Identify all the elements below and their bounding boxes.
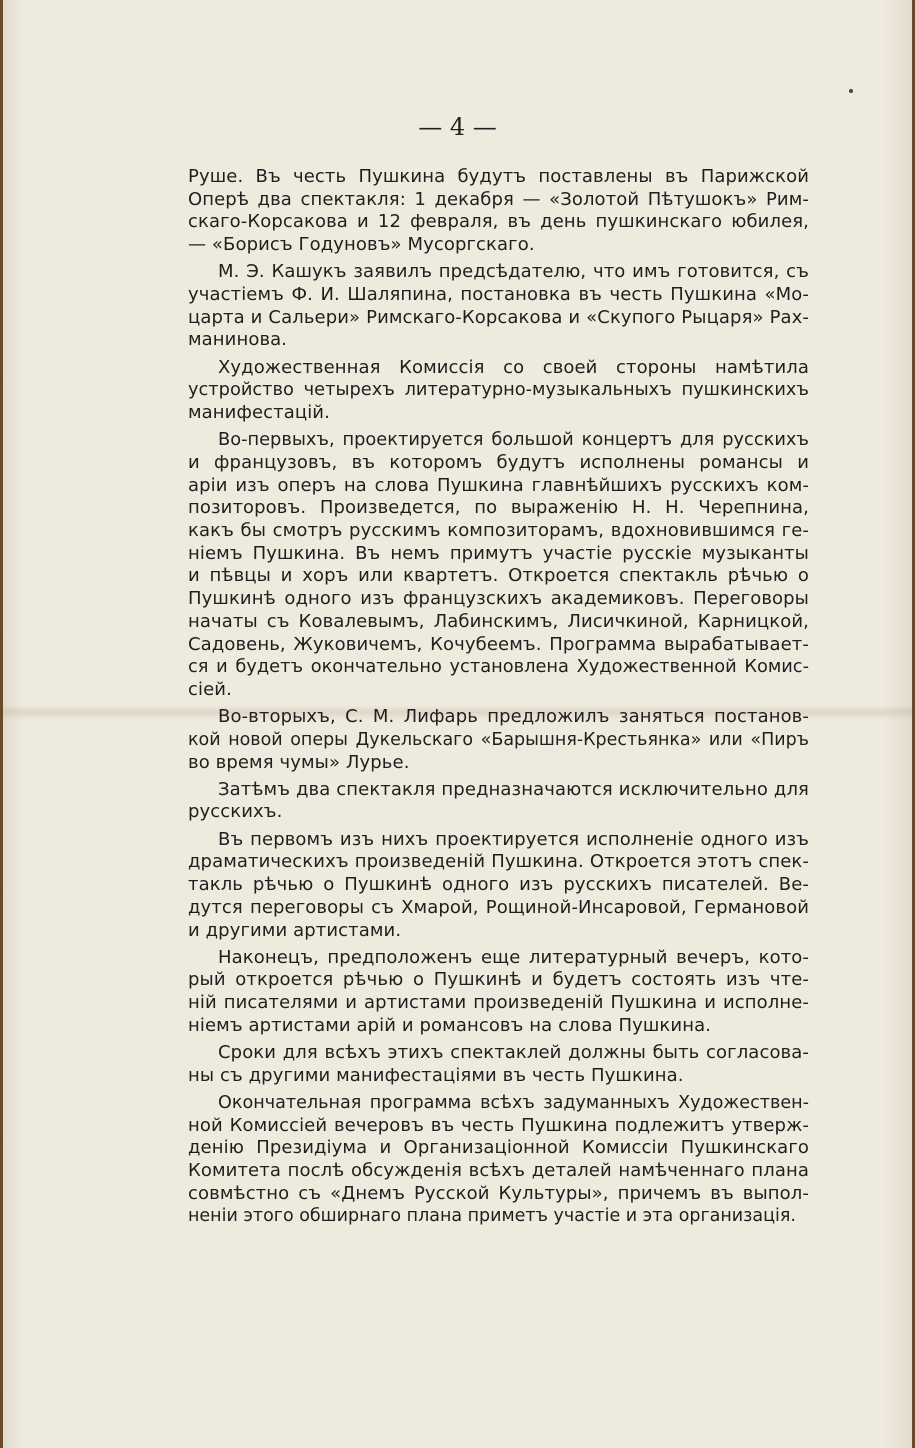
text-line: Садовень, Жуковичемъ, Кочубеемъ. Программа вырабатывает- <box>188 633 809 655</box>
text-line: М. Э. Кашукъ заявилъ предсѣдателю, что имъ готовится, съ <box>218 261 809 283</box>
paragraph <box>188 779 809 824</box>
text-line: Художественная Комиссія со своей стороны намѣтила <box>218 356 809 378</box>
paragraph <box>188 829 809 943</box>
text-line: участіемъ Ф. И. Шаляпина, постановка въ честь Пушкина «Мо- <box>188 284 809 306</box>
paragraph <box>188 166 809 257</box>
body-text <box>188 166 809 1233</box>
text-line: начаты съ Ковалевымъ, Лабинскимъ, Лисичкиной, Карницкой, <box>188 610 809 632</box>
paragraph <box>188 706 809 774</box>
document-page <box>3 0 912 1448</box>
text-line: Наконецъ, предположенъ еще литературный вечеръ, кото- <box>218 946 809 968</box>
paragraph <box>188 1092 809 1228</box>
text-line: какъ бы смотръ русскимъ композиторамъ, вдохновившимся ге- <box>188 520 809 542</box>
text-line: аріи изъ оперъ на слова Пушкина главнѣйшихъ русскихъ ком- <box>188 474 809 496</box>
text-line: царта и Сальери» Римскаго-Корсакова и «Скупого Рыцаря» Рах- <box>188 306 809 328</box>
text-line: и французовъ, въ которомъ будутъ исполнены романсы и <box>188 451 809 473</box>
ink-speck <box>849 89 853 93</box>
text-line: драматическихъ произведеній Пушкина. Откроется этотъ спек- <box>188 851 809 873</box>
text-line: манинова. <box>188 329 288 351</box>
page-number: — 4 — <box>418 113 497 141</box>
text-line: устройство четырехъ литературно-музыкальныхъ пушкинскихъ <box>188 379 809 401</box>
paragraph <box>188 947 809 1038</box>
text-line: Окончательная программа всѣхъ задуманныхъ Художествен- <box>218 1092 809 1113</box>
paragraph <box>188 1042 809 1087</box>
text-line: Сроки для всѣхъ этихъ спектаклей должны быть согласова- <box>218 1042 809 1064</box>
text-line: позиторовъ. Произведется, по выраженію Н. Н. Черепнина, <box>188 497 809 519</box>
text-line: — «Борисъ Годуновъ» Мусоргскаго. <box>188 234 535 256</box>
text-line: и другими артистами. <box>188 919 402 941</box>
paragraph <box>188 357 809 425</box>
text-line: Затѣмъ два спектакля предназначаются исключительно для <box>218 778 809 800</box>
text-line: манифестацій. <box>188 402 330 424</box>
text-line: ній писателями и артистами произведеній Пушкина и исполне- <box>188 992 809 1014</box>
text-line: дутся переговоры съ Хмарой, Рощиной-Инсаровой, Германовой <box>188 896 809 918</box>
text-line: совмѣстно съ «Днемъ Русской Культуры», причемъ въ выпол- <box>188 1182 809 1204</box>
text-line: русскихъ. <box>188 801 283 823</box>
text-line: скаго-Корсакова и 12 февраля, въ день пушкинскаго юбилея, <box>188 211 809 233</box>
text-line: рый откроется рѣчью о Пушкинѣ и будетъ состоять изъ чте- <box>188 969 809 991</box>
text-line: ніемъ Пушкина. Въ немъ примутъ участіе русскіе музыканты <box>188 542 809 564</box>
text-line: Во-вторыхъ, С. М. Лифарь предложилъ заняться постанов- <box>218 706 809 728</box>
text-line: ніемъ артистами арій и романсовъ на слова Пушкина. <box>188 1014 712 1036</box>
text-line: сіей. <box>188 678 232 700</box>
paragraph <box>188 261 809 352</box>
text-line: во время чумы» Лурье. <box>188 751 410 773</box>
text-line: ны съ другими манифестаціями въ честь Пушкина. <box>188 1064 684 1086</box>
paragraph <box>188 429 809 701</box>
text-line: ной Комиссіей вечеровъ въ честь Пушкина подлежитъ утверж- <box>188 1114 809 1136</box>
text-line: и пѣвцы и хоръ или квартетъ. Откроется спектакль рѣчью о <box>188 565 809 587</box>
text-line: ся и будетъ окончательно установлена Художественной Комис- <box>188 656 809 678</box>
text-line: кой новой оперы Дукельскаго «Барышня-Крестьянка» или «Пиръ <box>188 729 809 750</box>
text-line: Оперѣ два спектакля: 1 декабря — «Золотой Пѣтушокъ» Рим- <box>188 188 809 210</box>
text-line: Въ первомъ изъ нихъ проектируется исполненіе одного изъ <box>218 828 809 850</box>
text-line: Руше. Въ честь Пушкина будутъ поставлены въ Парижской <box>188 166 809 187</box>
text-line: Во-первыхъ, проектируется большой концертъ для русскихъ <box>218 429 809 451</box>
text-line: Комитета послѣ обсужденія всѣхъ деталей намѣченнаго плана <box>188 1160 809 1182</box>
text-line: Пушкинѣ одного изъ французскихъ академиковъ. Переговоры <box>188 588 809 610</box>
text-line: неніи этого обширнаго плана приметъ участіе и эта организація. <box>188 1206 796 1227</box>
text-line: денію Президіума и Организаціонной Комиссіи Пушкинскаго <box>188 1137 809 1159</box>
text-line: такль рѣчью о Пушкинѣ одного изъ русскихъ писателей. Ве- <box>188 874 809 896</box>
